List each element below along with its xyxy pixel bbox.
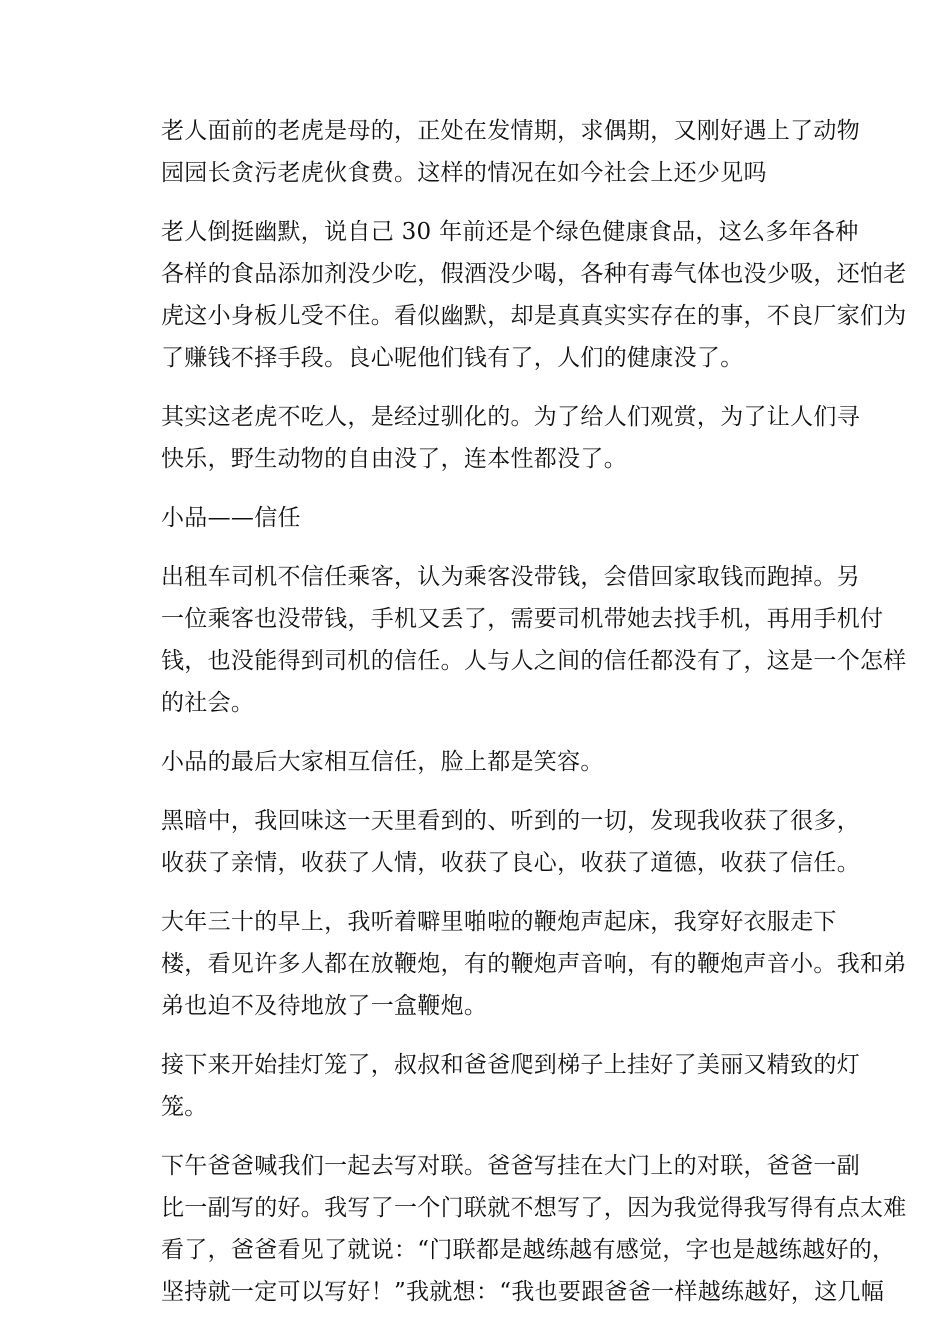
paragraph-10 [115,1145,907,1313]
paragraph-7 [115,800,860,884]
paragraph-line: 弟也迫不及待地放了一盒鞭炮。 [161,993,488,1019]
paragraph-line: 快乐，野生动物的自由没了，连本性都没了。 [161,446,627,472]
section-heading [115,497,835,539]
paragraph-6 [115,741,835,783]
paragraph-3 [115,396,860,480]
paragraph-line: 老人面前的老虎是母的，正处在发情期，求偶期，又刚好遇上了动物 [161,118,860,144]
paragraph-line: 黑暗中，我回味这一天里看到的、听到的一切，发现我收获了很多， [161,808,860,834]
paragraph-line: 下午爸爸喊我们一起去写对联。爸爸写挂在大门上的对联，爸爸一副 [161,1153,860,1179]
paragraph-line: 比一副写的好。我写了一个门联就不想写了，因为我觉得我写得有点太难 [161,1195,907,1221]
paragraph-line: 出租车司机不信任乘客，认为乘客没带钱，会借回家取钱而跑掉。另 [161,564,860,590]
paragraph-line: 小品的最后大家相互信任，脸上都是笑容。 [161,749,604,775]
paragraph-line: 收获了亲情，收获了人情，收获了良心，收获了道德，收获了信任。 [161,850,860,876]
paragraph-line: 其实这老虎不吃人，是经过驯化的。为了给人们观赏，为了让人们寻 [161,404,860,430]
paragraph-line: 老人倒挺幽默，说自己 30 年前还是个绿色健康食品，这么多年各种 [161,219,859,245]
paragraph-line: 了赚钱不择手段。良心呢他们钱有了，人们的健康没了。 [161,345,744,371]
paragraph-1 [115,110,860,194]
paragraph-line: 接下来开始挂灯笼了，叔叔和爸爸爬到梯子上挂好了美丽又精致的灯 [161,1052,860,1078]
paragraph-5 [115,556,907,724]
paragraph-line: 楼，看见许多人都在放鞭炮，有的鞭炮声音响，有的鞭炮声音小。我和弟 [161,951,907,977]
paragraph-line: 园园长贪污老虎伙食费。这样的情况在如今社会上还少见吗 [161,160,767,186]
paragraph-line: 一位乘客也没带钱，手机又丢了，需要司机带她去找手机，再用手机付 [161,606,884,632]
paragraph-line: 坚持就一定可以写好！”我就想：“我也要跟爸爸一样越练越好，这几幅 [161,1279,885,1305]
paragraph-line: 虎这小身板儿受不住。看似幽默，却是真真实实存在的事，不良厂家们为 [161,303,907,329]
paragraph-line: 钱，也没能得到司机的信任。人与人之间的信任都没有了，这是一个怎样 [161,648,907,674]
document-body [115,110,907,1330]
paragraph-line: 各样的食品添加剂没少吃，假酒没少喝，各种有毒气体也没少吸，还怕老 [161,261,907,287]
paragraph-8 [115,901,907,1027]
paragraph-line: 大年三十的早上，我听着噼里啪啦的鞭炮声起床，我穿好衣服走下 [161,909,837,935]
paragraph-2 [115,211,907,379]
paragraph-line: 笼。 [161,1094,208,1120]
heading-line: 小品——信任 [161,505,301,531]
paragraph-9 [115,1044,860,1128]
paragraph-line: 的社会。 [161,690,255,716]
paragraph-line: 看了，爸爸看见了就说：“门联都是越练越有感觉，字也是越练越好的， [161,1237,896,1263]
